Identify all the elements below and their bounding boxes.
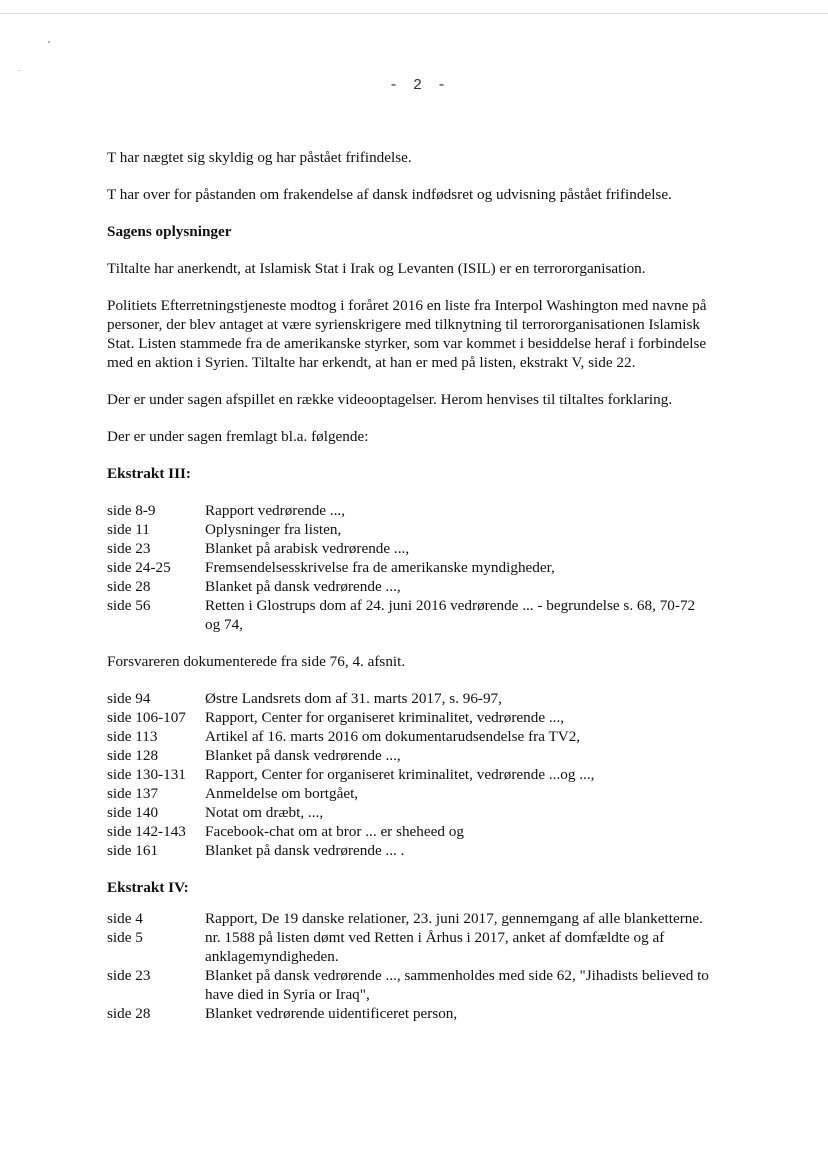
exhibit-row — [107, 501, 713, 520]
extract-3-list-b — [107, 689, 713, 860]
exhibit-description: Oplysninger fra listen, — [205, 521, 342, 538]
exhibit-row — [107, 909, 713, 928]
exhibit-page-ref: side 23 — [107, 540, 151, 557]
exhibit-page-ref: side 24-25 — [107, 559, 171, 576]
exhibit-row — [107, 708, 713, 727]
exhibit-description: Blanket på dansk vedrørende ... . — [205, 842, 405, 859]
exhibit-description: Rapport vedrørende ..., — [205, 502, 346, 519]
paragraph: Politiets Efterretningstjeneste modtog i foråret 2016 en liste fra Interpol Washington med navne på personer, der blev antaget at være syrienskrigere med tilknytning til terrororganisationen Islamisk Stat. Listen stammede fra de amerikanske styrker, som var kommet i besiddelse heraf i forbindelse med en aktion i Syrien. Tiltalte har erkendt, at han er med på listen, ekstrakt V, side 22. — [107, 297, 707, 371]
exhibit-row — [107, 928, 713, 966]
exhibit-description: Rapport, Center for organiseret kriminalitet, vedrørende ..., — [205, 709, 565, 726]
extract-3-list-a — [107, 501, 713, 634]
exhibit-row — [107, 841, 713, 860]
exhibit-row — [107, 539, 713, 558]
paragraph: T har over for påstanden om frakendelse af dansk indfødsret og udvisning påstået frifindelse. — [107, 186, 672, 203]
exhibit-page-ref: side 56 — [107, 597, 151, 614]
exhibit-page-ref: side 23 — [107, 967, 151, 984]
exhibit-page-ref: side 137 — [107, 785, 159, 802]
exhibit-description: Facebook-chat om at bror ... er sheheed og — [205, 823, 464, 840]
exhibit-row — [107, 746, 713, 765]
exhibit-description: nr. 1588 på listen dømt ved Retten i Århus i 2017, anket af domfældte og af anklagemyndigheden. — [205, 929, 665, 965]
paragraph: Tiltalte har anerkendt, at Islamisk Stat i Irak og Levanten (ISIL) er en terrororganisation. — [107, 260, 646, 277]
exhibit-page-ref: side 106-107 — [107, 709, 186, 726]
exhibit-description: Artikel af 16. marts 2016 om dokumentarudsendelse fra TV2, — [205, 728, 581, 745]
exhibit-description: Blanket vedrørende uidentificeret person, — [205, 1005, 458, 1022]
exhibit-description: Blanket på dansk vedrørende ..., — [205, 578, 401, 595]
exhibit-page-ref: side 28 — [107, 578, 151, 595]
exhibit-page-ref: side 94 — [107, 690, 151, 707]
exhibit-row — [107, 558, 713, 577]
exhibit-row — [107, 520, 713, 539]
defense-note: Forsvareren dokumenterede fra side 76, 4. afsnit. — [107, 653, 406, 670]
exhibit-page-ref: side 113 — [107, 728, 158, 745]
exhibit-row — [107, 1004, 713, 1023]
exhibit-description: Blanket på dansk vedrørende ..., — [205, 747, 401, 764]
exhibit-page-ref: side 8-9 — [107, 502, 156, 519]
exhibit-row — [107, 803, 713, 822]
exhibit-description: Blanket på dansk vedrørende ..., sammenholdes med side 62, "Jihadists believed to have died in Syria or Iraq", — [205, 967, 709, 1003]
exhibit-page-ref: side 130-131 — [107, 766, 186, 783]
exhibit-row — [107, 577, 713, 596]
scan-page-edge — [0, 13, 828, 14]
exhibit-page-ref: side 142-143 — [107, 823, 186, 840]
document-body — [107, 148, 713, 1041]
paragraph: Der er under sagen fremlagt bl.a. følgende: — [107, 428, 369, 445]
extract-3-heading: Ekstrakt III: — [107, 465, 191, 482]
exhibit-page-ref: side 128 — [107, 747, 159, 764]
exhibit-description: Anmeldelse om bortgået, — [205, 785, 359, 802]
exhibit-page-ref: side 11 — [107, 521, 150, 538]
exhibit-description: Blanket på arabisk vedrørende ..., — [205, 540, 410, 557]
paragraph: T har nægtet sig skyldig og har påstået frifindelse. — [107, 149, 412, 166]
exhibit-description: Rapport, Center for organiseret kriminalitet, vedrørende ...og ..., — [205, 766, 595, 783]
exhibit-row — [107, 966, 713, 1004]
paragraph: Der er under sagen afspillet en række videooptagelser. Herom henvises til tiltaltes forklaring. — [107, 391, 673, 408]
exhibit-description: Rapport, De 19 danske relationer, 23. juni 2017, gennemgang af alle blanketterne. — [205, 910, 703, 927]
exhibit-row — [107, 596, 713, 634]
exhibit-description: Fremsendelsesskrivelse fra de amerikanske myndigheder, — [205, 559, 555, 576]
exhibit-page-ref: side 161 — [107, 842, 159, 859]
exhibit-page-ref: side 5 — [107, 929, 143, 946]
section-heading: Sagens oplysninger — [107, 223, 232, 240]
exhibit-description: Notat om dræbt, ..., — [205, 804, 324, 821]
extract-4-heading: Ekstrakt IV: — [107, 879, 189, 896]
extract-4-list — [107, 909, 713, 1023]
exhibit-page-ref: side 140 — [107, 804, 159, 821]
scan-speck — [48, 41, 50, 43]
exhibit-row — [107, 784, 713, 803]
exhibit-page-ref: side 4 — [107, 910, 143, 927]
exhibit-page-ref: side 28 — [107, 1005, 151, 1022]
exhibit-description: Retten i Glostrups dom af 24. juni 2016 vedrørende ... - begrundelse s. 68, 70-72 og 74, — [205, 597, 696, 633]
exhibit-row — [107, 765, 713, 784]
exhibit-row — [107, 727, 713, 746]
exhibit-row — [107, 689, 713, 708]
exhibit-description: Østre Landsrets dom af 31. marts 2017, s. 96-97, — [205, 690, 502, 707]
page-number: - 2 - — [388, 77, 449, 94]
exhibit-row — [107, 822, 713, 841]
scan-speck — [19, 70, 20, 71]
